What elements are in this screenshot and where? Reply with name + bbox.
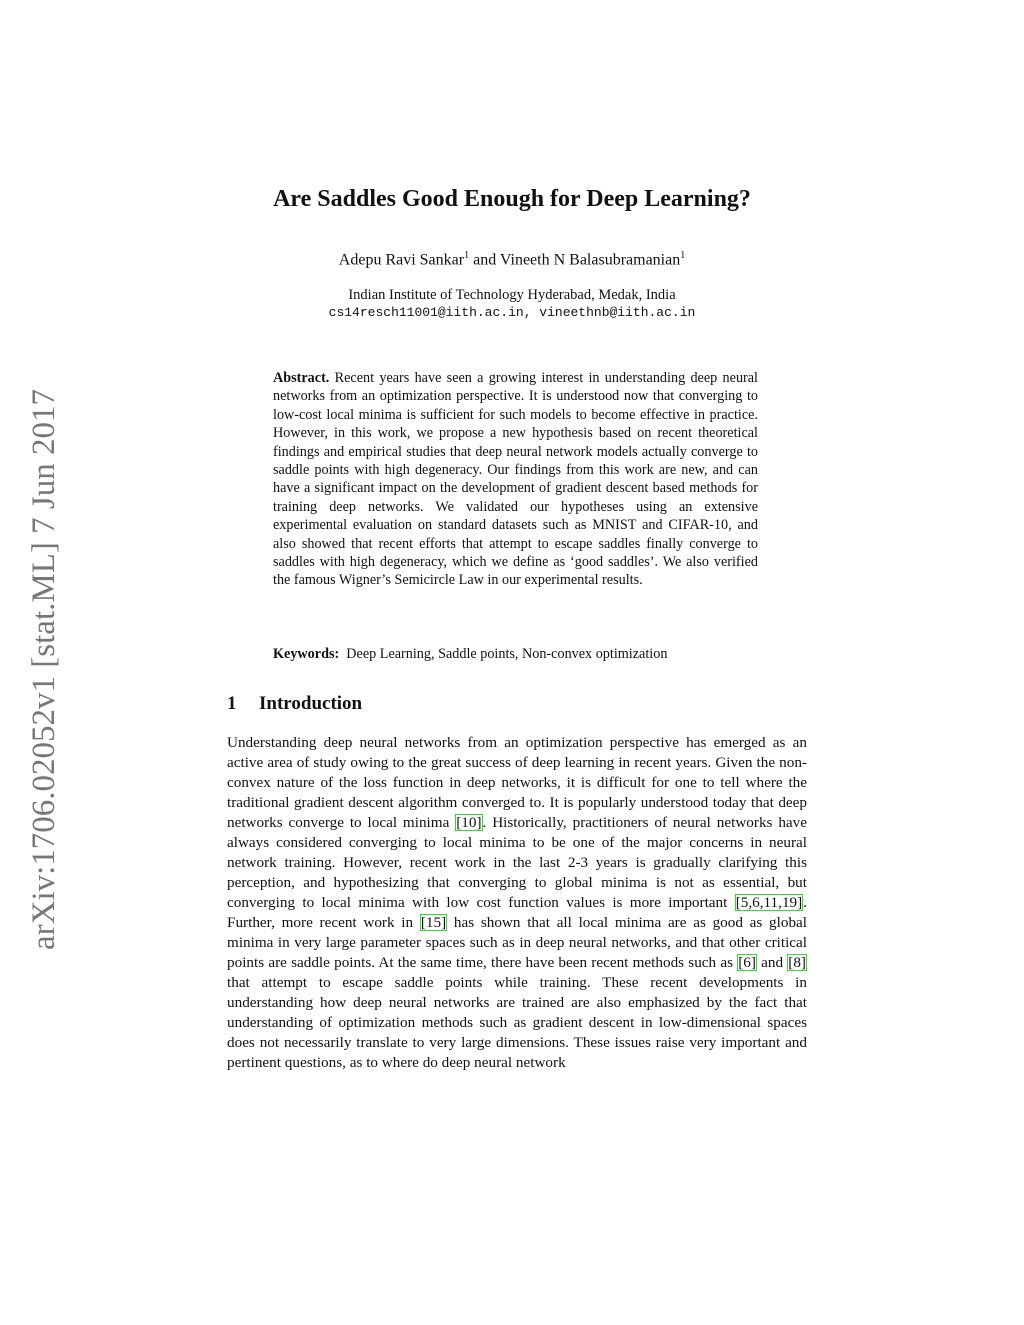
- author-conjunction: and: [469, 251, 500, 269]
- keywords-text: Deep Learning, Saddle points, Non-convex optimization: [346, 646, 668, 662]
- citation-link[interactable]: [5,6,11,19]: [735, 894, 803, 911]
- intro-text: Understanding deep neural networks from an optimization perspective has emerged as an active area of study owing to the great success of deep learning in recent years. Given the non-convex nature of the loss function in deep networks, it is difficult for one to tell where the traditional gradient descent algorithm converged to. It is popularly understood today that deep networks converge to local minima: [227, 734, 807, 831]
- intro-text: has shown that all local minima are as good as global minima in very large parameter spaces such as in deep neural networks, and that other critical points are saddle points. At the same time, there have been recent methods such as: [227, 914, 807, 971]
- citation-link[interactable]: [15]: [420, 914, 447, 931]
- author-name: Adepu Ravi Sankar: [338, 251, 465, 269]
- authors: [0, 250, 1024, 269]
- abstract-text: Recent years have seen a growing interest in understanding deep neural networks from an optimization perspective. It is understood now that converging to low-cost local minima is sufficient for such models to become effective in practice. However, in this work, we propose a new hypothesis based on recent theoretical findings and empirical studies that deep neural network models actually converge to saddle points with high degeneracy. Our findings from this work are new, and can have a significant impact on the development of gradient descent based methods for training deep networks. We validated our hypotheses using an extensive experimental evaluation on standard datasets such as MNIST and CIFAR-10, and also showed that recent efforts that attempt to escape saddles finally converge to saddles with high degeneracy, which we define as ‘good saddles’. We also verified the famous Wigner’s Semicircle Law in our experimental results.: [273, 370, 758, 589]
- affiliation-mark: 1: [680, 250, 686, 261]
- citation-link[interactable]: [6]: [738, 954, 756, 971]
- intro-text: . Historically, practitioners of neural networks have always considered converging to local minima to be one of the major concerns in neural network training. However, recent work in the last 2-3 years is gradually clarifying this perception, and hypothesizing that converging to global minima is not as essential, but converging to local minima with low cost function values is more important: [227, 814, 807, 911]
- abstract: [273, 369, 758, 590]
- keywords-label: Keywords:: [273, 646, 340, 662]
- arxiv-identifier: arXiv:1706.02052v1 [stat.ML] 7 Jun 2017: [26, 389, 62, 950]
- intro-paragraph: [227, 733, 807, 1073]
- intro-text: and: [756, 954, 788, 971]
- intro-text: . Further, more recent work in: [227, 894, 807, 931]
- affiliation: Indian Institute of Technology Hyderabad, Medak, India: [348, 287, 676, 303]
- section-title: Introduction: [259, 693, 363, 714]
- section-heading: [227, 693, 362, 715]
- author-emails[interactable]: cs14resch11001@iith.ac.in, vineethnb@iith.ac.in: [328, 305, 696, 320]
- section-number: 1: [227, 693, 237, 714]
- keywords: [273, 645, 758, 663]
- affiliation-mark: 1: [464, 250, 470, 261]
- citation-link[interactable]: [8]: [788, 954, 806, 971]
- citation-link[interactable]: [10]: [456, 814, 482, 831]
- paper-title: Are Saddles Good Enough for Deep Learning?: [273, 186, 751, 212]
- author-name: Vineeth N Balasubramanian: [499, 251, 681, 269]
- intro-text: that attempt to escape saddle points while training. These recent developments in understanding how deep neural networks are trained are also emphasized by the fact that understanding of optimization methods such as gradient descent in low-dimensional spaces does not necessarily translate to very large dimensions. These issues raise very important and pertinent questions, as to where do deep neural network: [227, 974, 807, 1071]
- abstract-label: Abstract.: [273, 370, 330, 386]
